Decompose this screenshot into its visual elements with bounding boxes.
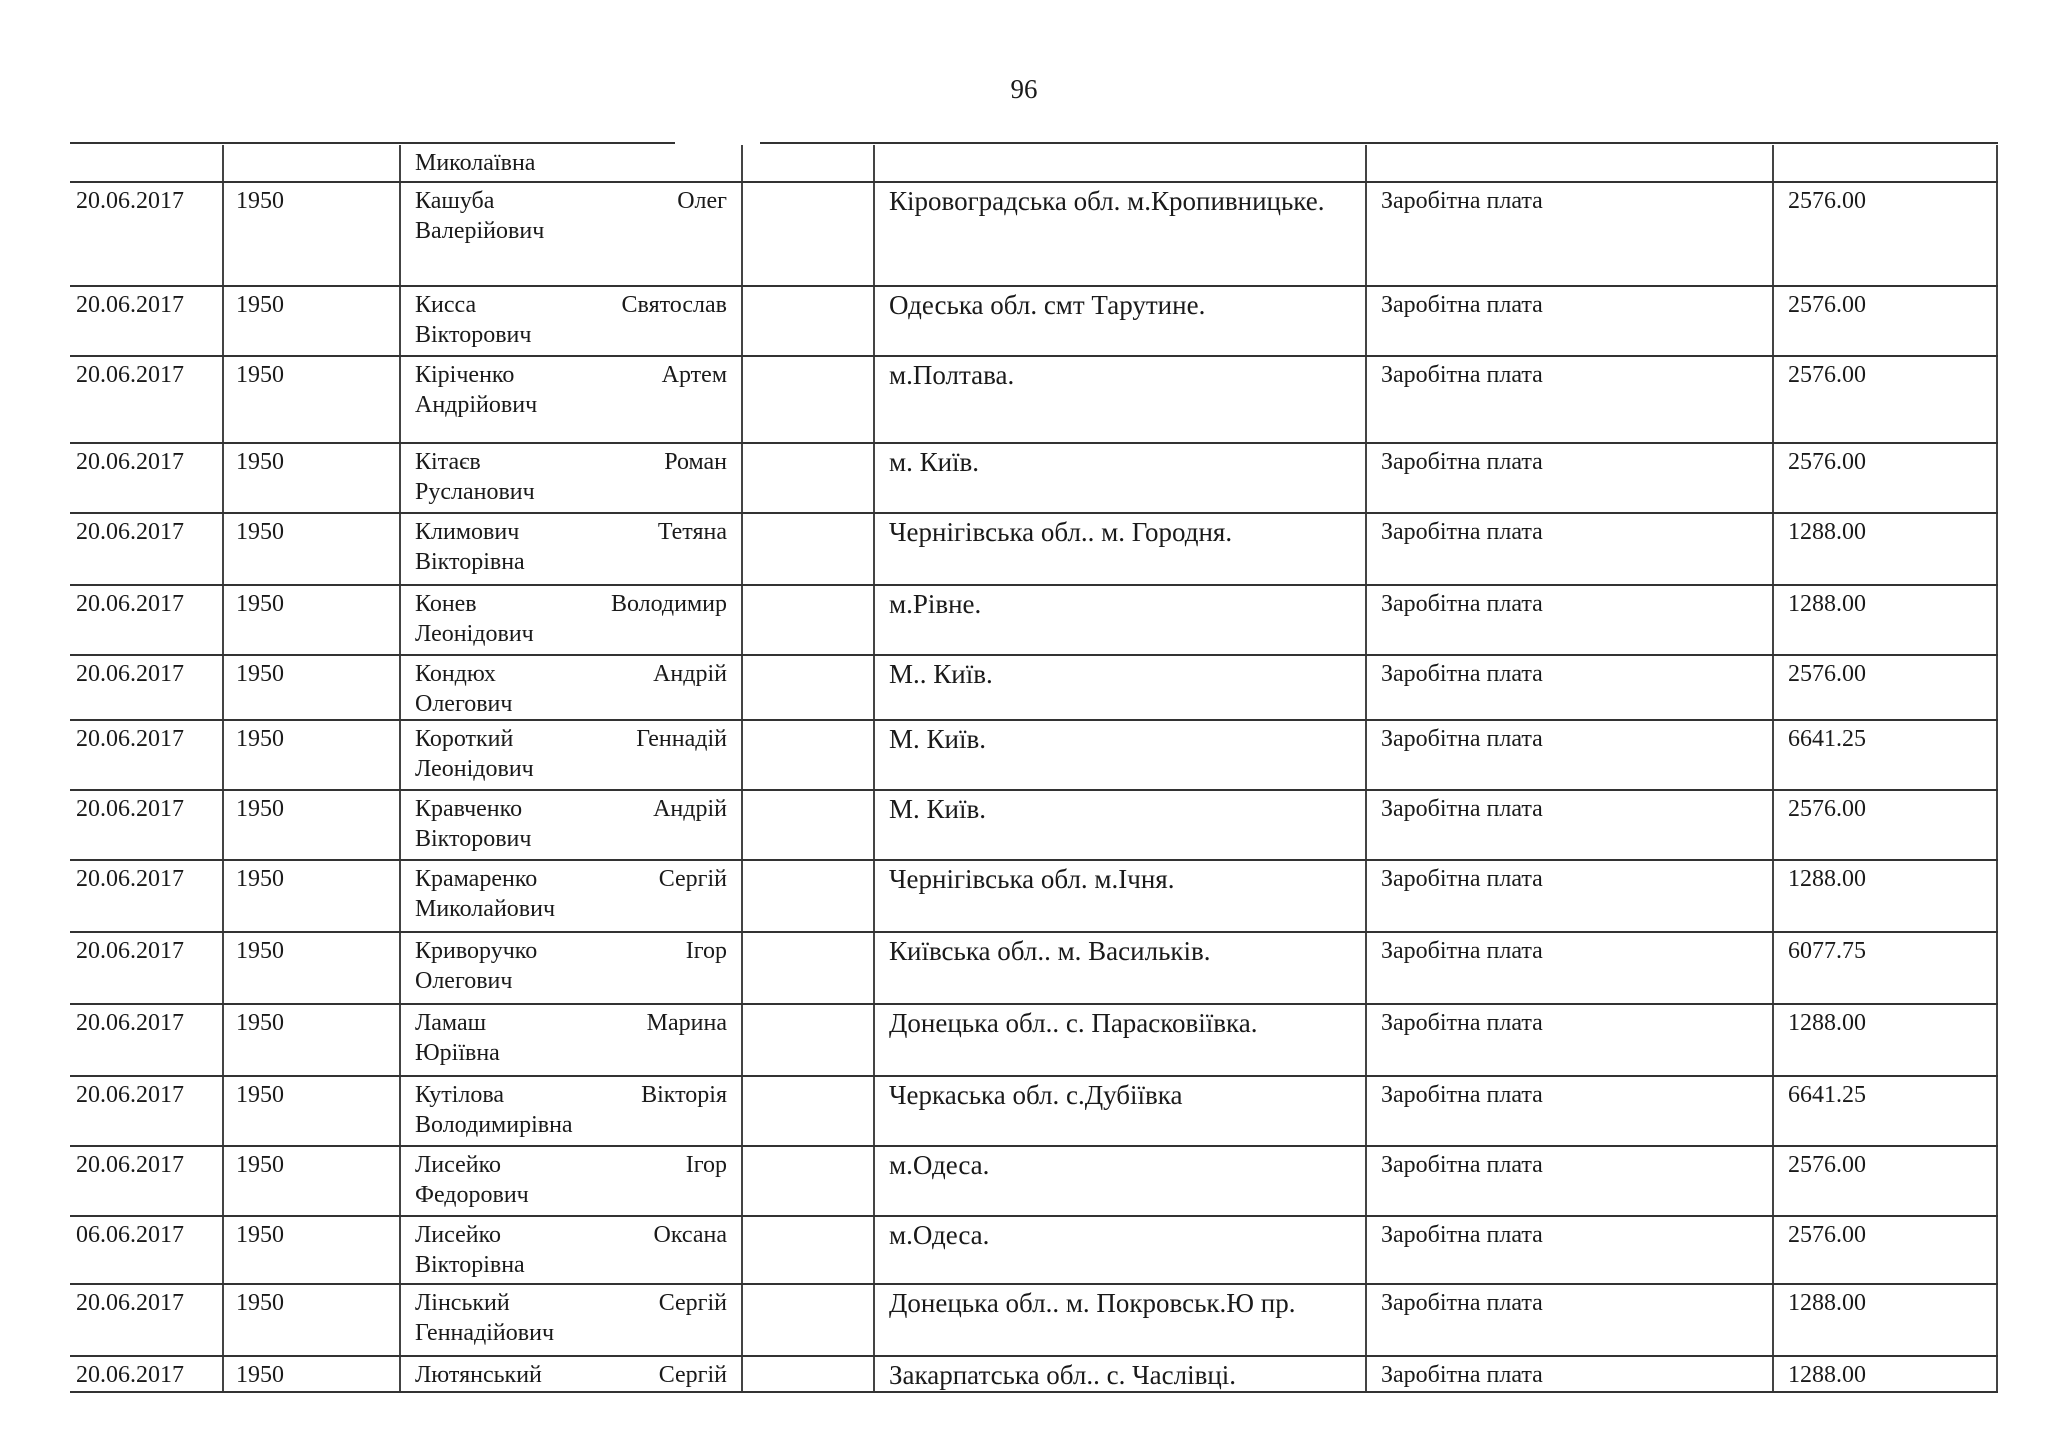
amount-cell: [1772, 656, 1998, 719]
code-cell: [222, 357, 399, 442]
amount-cell: [1772, 145, 1998, 181]
address-text: Чернігівська обл. м.Ічня.: [889, 864, 1175, 894]
table-row: [70, 861, 1998, 933]
name-cell: [399, 656, 743, 719]
address-cell: [873, 791, 1365, 859]
amount-cell: [1772, 1285, 1998, 1355]
code-cell: [222, 183, 399, 285]
amount-text: 1288.00: [1788, 519, 1866, 545]
address-text: Одеська обл. смт Тарутине.: [889, 290, 1206, 320]
date-cell: [70, 656, 222, 719]
patronymic-text: Вікторівна: [415, 1252, 525, 1278]
amount-text: 2576.00: [1788, 796, 1866, 822]
income-type-text: Заробітна плата: [1381, 449, 1543, 475]
surname-text: Лінський: [415, 1290, 510, 1316]
code-text: 1950: [236, 938, 284, 964]
income-table: [70, 145, 1998, 1393]
date-cell: [70, 791, 222, 859]
name-first-line: [415, 1220, 727, 1250]
income-type-cell: [1365, 791, 1772, 859]
surname-text: Климович: [415, 519, 520, 545]
address-text: Донецька обл.. с. Парасковіївка.: [889, 1008, 1258, 1038]
code-text: 1950: [236, 188, 284, 214]
amount-text: 2576.00: [1788, 362, 1866, 388]
income-type-text: Заробітна плата: [1381, 661, 1543, 687]
name-cell: [399, 861, 743, 931]
surname-text: Лисейко: [415, 1222, 502, 1248]
given-name-text: Геннадій: [636, 726, 727, 752]
patronymic-text: Леонідович: [415, 621, 534, 647]
income-type-cell: [1365, 1217, 1772, 1283]
given-name-text: Оксана: [653, 1222, 727, 1248]
surname-text: Лютянський: [415, 1362, 542, 1388]
income-type-text: Заробітна плата: [1381, 1290, 1543, 1316]
code-cell: [222, 145, 399, 181]
date-text: 20.06.2017: [76, 661, 184, 687]
amount-text: 1288.00: [1788, 1010, 1866, 1036]
patronymic-text: Русланович: [415, 479, 535, 505]
income-type-cell: [1365, 861, 1772, 931]
income-type-cell: [1365, 933, 1772, 1003]
amount-cell: [1772, 1357, 1998, 1391]
address-text: Донецька обл.. м. Покровськ.Ю пр.: [889, 1288, 1296, 1318]
name-first-line: [415, 517, 727, 547]
name-first-line: [415, 724, 727, 754]
code-cell: [222, 933, 399, 1003]
surname-text: Кашуба: [415, 188, 495, 214]
table-row: [70, 1005, 1998, 1077]
table-row: [70, 1217, 1998, 1285]
name-first-line: [415, 589, 727, 619]
name-first-line: [415, 290, 727, 320]
name-first-line: [415, 1288, 727, 1318]
address-text: м.Одеса.: [889, 1150, 990, 1180]
name-cell: [399, 791, 743, 859]
income-type-cell: [1365, 586, 1772, 654]
code-cell: [222, 444, 399, 512]
income-type-text: Заробітна плата: [1381, 519, 1543, 545]
table-row: [70, 1285, 1998, 1357]
name-first-line: [415, 1150, 727, 1180]
code-cell: [222, 586, 399, 654]
name-first-line: [415, 186, 727, 216]
patronymic-text: Олегович: [415, 968, 513, 994]
date-text: 20.06.2017: [76, 292, 184, 318]
income-type-text: Заробітна плата: [1381, 362, 1543, 388]
address-cell: [873, 721, 1365, 789]
table-row-continuation: [70, 145, 1998, 183]
patronymic-text: Вікторович: [415, 322, 532, 348]
type-cell: [1365, 145, 1772, 181]
table-row: [70, 721, 1998, 791]
address-text: М.. Київ.: [889, 659, 993, 689]
date-cell: [70, 933, 222, 1003]
amount-text: 2576.00: [1788, 1222, 1866, 1248]
table-row: [70, 933, 1998, 1005]
amount-cell: [1772, 444, 1998, 512]
address-cell: [873, 357, 1365, 442]
address-text: Черкаська обл. с.Дубіївка: [889, 1080, 1183, 1110]
amount-cell: [1772, 861, 1998, 931]
income-type-cell: [1365, 287, 1772, 355]
date-cell: [70, 1005, 222, 1075]
name-first-line: [415, 659, 727, 689]
address-cell: [873, 861, 1365, 931]
address-cell: [873, 1285, 1365, 1355]
given-name-text: Володимир: [610, 591, 727, 617]
amount-cell: [1772, 514, 1998, 584]
amount-text: 2576.00: [1788, 292, 1866, 318]
address-text: м. Київ.: [889, 447, 980, 477]
amount-text: 2576.00: [1788, 1152, 1866, 1178]
address-cell: [873, 514, 1365, 584]
income-type-text: Заробітна плата: [1381, 726, 1543, 752]
given-name-text: Артем: [661, 362, 727, 388]
given-name-text: Сергій: [658, 1290, 727, 1316]
amount-text: 6077.75: [1788, 938, 1866, 964]
date-text: 06.06.2017: [76, 1222, 184, 1248]
date-cell: [70, 1147, 222, 1215]
code-cell: [222, 287, 399, 355]
address-text: м.Рівне.: [889, 589, 982, 619]
name-cell: [399, 586, 743, 654]
address-cell: [873, 656, 1365, 719]
income-type-text: Заробітна плата: [1381, 866, 1543, 892]
code-text: 1950: [236, 1010, 284, 1036]
name-first-line: [415, 794, 727, 824]
date-text: 20.06.2017: [76, 1290, 184, 1316]
code-text: 1950: [236, 362, 284, 388]
date-cell: [70, 287, 222, 355]
page-number: 96: [1010, 74, 1038, 104]
code-text: 1950: [236, 449, 284, 475]
amount-cell: [1772, 586, 1998, 654]
date-cell: [70, 514, 222, 584]
name-cell: [399, 1217, 743, 1283]
code-cell: [222, 1077, 399, 1145]
table-row: [70, 1077, 1998, 1147]
address-text: Київська обл.. м. Васильків.: [889, 936, 1211, 966]
table-row: [70, 1147, 1998, 1217]
patronymic-text: Миколайович: [415, 896, 556, 922]
date-cell: [70, 145, 222, 181]
date-cell: [70, 861, 222, 931]
date-cell: [70, 1217, 222, 1283]
surname-text: Кіріченко: [415, 362, 515, 388]
address-cell: [873, 1077, 1365, 1145]
given-name-text: Вікторія: [641, 1082, 727, 1108]
income-type-cell: [1365, 1077, 1772, 1145]
address-cell: [873, 1217, 1365, 1283]
surname-text: Кондюх: [415, 661, 496, 687]
name-cell: [399, 183, 743, 285]
code-cell: [222, 791, 399, 859]
name-cell: [399, 514, 743, 584]
surname-text: Ламаш: [415, 1010, 487, 1036]
address-text: Закарпатська обл.. с. Часлівці.: [889, 1360, 1237, 1390]
date-cell: [70, 357, 222, 442]
date-text: 20.06.2017: [76, 1082, 184, 1108]
date-text: 20.06.2017: [76, 449, 184, 475]
address-cell: [873, 1005, 1365, 1075]
code-cell: [222, 656, 399, 719]
income-type-text: Заробітна плата: [1381, 938, 1543, 964]
top-rule-right: [760, 142, 1998, 144]
income-type-cell: [1365, 656, 1772, 719]
amount-cell: [1772, 1217, 1998, 1283]
surname-text: Кравченко: [415, 796, 523, 822]
name-cell: [399, 287, 743, 355]
income-type-text: Заробітна плата: [1381, 796, 1543, 822]
surname-text: Крамаренко: [415, 866, 538, 892]
table-row: [70, 656, 1998, 721]
surname-text: Конев: [415, 591, 477, 617]
date-text: 20.06.2017: [76, 362, 184, 388]
income-type-cell: [1365, 444, 1772, 512]
amount-cell: [1772, 287, 1998, 355]
date-cell: [70, 1077, 222, 1145]
income-type-text: Заробітна плата: [1381, 591, 1543, 617]
code-cell: [222, 514, 399, 584]
name-cell: [399, 1077, 743, 1145]
income-type-cell: [1365, 183, 1772, 285]
amount-cell: [1772, 1147, 1998, 1215]
surname-text: Короткий: [415, 726, 514, 752]
patronymic-text: Федорович: [415, 1182, 529, 1208]
top-rule-left: [70, 142, 675, 144]
table-row: [70, 287, 1998, 357]
code-cell: [222, 1285, 399, 1355]
date-text: 20.06.2017: [76, 866, 184, 892]
income-type-cell: [1365, 721, 1772, 789]
patronymic-text: Геннадійович: [415, 1320, 555, 1346]
patronymic-text: Юріївна: [415, 1040, 500, 1066]
date-text: 20.06.2017: [76, 796, 184, 822]
date-cell: [70, 586, 222, 654]
amount-text: 6641.25: [1788, 726, 1866, 752]
amount-text: 1288.00: [1788, 866, 1866, 892]
name-cell: [399, 1357, 743, 1391]
given-name-text: Ігор: [685, 1152, 727, 1178]
code-cell: [222, 721, 399, 789]
amount-cell: [1772, 721, 1998, 789]
code-text: 1950: [236, 796, 284, 822]
date-cell: [70, 721, 222, 789]
address-cell: [873, 444, 1365, 512]
table-row: [70, 183, 1998, 287]
table-row: [70, 514, 1998, 586]
address-text: м.Одеса.: [889, 1220, 990, 1250]
income-type-cell: [1365, 514, 1772, 584]
name-cell: [399, 721, 743, 789]
name-first-line: [415, 864, 727, 894]
given-name-text: Тетяна: [657, 519, 727, 545]
name-cell: [399, 444, 743, 512]
income-type-text: Заробітна плата: [1381, 188, 1543, 214]
code-cell: [222, 1147, 399, 1215]
code-text: 1950: [236, 1290, 284, 1316]
name-first-line: [415, 936, 727, 966]
address-cell: [873, 1147, 1365, 1215]
income-type-text: Заробітна плата: [1381, 292, 1543, 318]
amount-cell: [1772, 1077, 1998, 1145]
amount-text: 2576.00: [1788, 661, 1866, 687]
patronymic-text: Вікторівна: [415, 549, 525, 575]
surname-text: Кітаєв: [415, 449, 481, 475]
table-row: [70, 444, 1998, 514]
name-cell: [399, 933, 743, 1003]
name-cell: [399, 1005, 743, 1075]
code-text: 1950: [236, 1152, 284, 1178]
amount-cell: [1772, 357, 1998, 442]
table-row: [70, 1357, 1998, 1393]
address-cell: [873, 586, 1365, 654]
table-row: [70, 791, 1998, 861]
address-text: Чернігівська обл.. м. Городня.: [889, 517, 1233, 547]
amount-cell: [1772, 1005, 1998, 1075]
income-type-cell: [1365, 1005, 1772, 1075]
address-cell: [873, 287, 1365, 355]
name-cell: [399, 357, 743, 442]
code-cell: [222, 1357, 399, 1391]
name-continuation: Миколаївна: [415, 150, 536, 176]
given-name-text: Роман: [664, 449, 727, 475]
code-text: 1950: [236, 591, 284, 617]
income-type-cell: [1365, 1357, 1772, 1391]
code-cell: [222, 1005, 399, 1075]
given-name-text: Ігор: [685, 938, 727, 964]
amount-cell: [1772, 183, 1998, 285]
date-text: 20.06.2017: [76, 1010, 184, 1036]
table-row: [70, 586, 1998, 656]
given-name-text: Святослав: [621, 292, 727, 318]
date-text: 20.06.2017: [76, 188, 184, 214]
address-cell: [873, 1357, 1365, 1391]
amount-cell: [1772, 933, 1998, 1003]
amount-text: 2576.00: [1788, 449, 1866, 475]
amount-text: 1288.00: [1788, 591, 1866, 617]
name-first-line: [415, 1360, 727, 1390]
code-text: 1950: [236, 726, 284, 752]
code-text: 1950: [236, 519, 284, 545]
address-cell: [873, 183, 1365, 285]
name-first-line: [415, 360, 727, 390]
date-cell: [70, 444, 222, 512]
amount-text: 6641.25: [1788, 1082, 1866, 1108]
income-type-text: Заробітна плата: [1381, 1082, 1543, 1108]
code-text: 1950: [236, 1082, 284, 1108]
date-cell: [70, 183, 222, 285]
date-text: 20.06.2017: [76, 726, 184, 752]
code-text: 1950: [236, 292, 284, 318]
surname-text: Лисейко: [415, 1152, 502, 1178]
given-name-text: Олег: [677, 188, 727, 214]
income-type-text: Заробітна плата: [1381, 1152, 1543, 1178]
code-cell: [222, 861, 399, 931]
code-text: 1950: [236, 866, 284, 892]
surname-text: Кисса: [415, 292, 477, 318]
given-name-text: Андрій: [653, 661, 727, 687]
name-first-line: [415, 447, 727, 477]
address-text: Кіровоградська обл. м.Кропивницьке.: [889, 186, 1325, 216]
date-text: 20.06.2017: [76, 1152, 184, 1178]
surname-text: Криворучко: [415, 938, 538, 964]
amount-text: 1288.00: [1788, 1290, 1866, 1316]
date-text: 20.06.2017: [76, 591, 184, 617]
income-type-text: Заробітна плата: [1381, 1362, 1543, 1388]
amount-cell: [1772, 791, 1998, 859]
date-cell: [70, 1357, 222, 1391]
date-text: 20.06.2017: [76, 519, 184, 545]
date-cell: [70, 1285, 222, 1355]
patronymic-text: Андрійович: [415, 392, 538, 418]
code-cell: [222, 1217, 399, 1283]
date-text: 20.06.2017: [76, 1362, 184, 1388]
patronymic-text: Олегович: [415, 691, 513, 717]
patronymic-text: Леонідович: [415, 756, 534, 782]
income-type-cell: [1365, 1147, 1772, 1215]
income-type-cell: [1365, 357, 1772, 442]
amount-text: 2576.00: [1788, 188, 1866, 214]
name-cell: [399, 145, 743, 181]
patronymic-text: Вікторович: [415, 826, 532, 852]
address-text: М. Київ.: [889, 794, 986, 824]
name-cell: [399, 1147, 743, 1215]
patronymic-text: Володимирівна: [415, 1112, 573, 1138]
given-name-text: Сергій: [658, 1362, 727, 1388]
income-type-text: Заробітна плата: [1381, 1222, 1543, 1248]
code-text: 1950: [236, 1222, 284, 1248]
given-name-text: Марина: [646, 1010, 727, 1036]
address-text: м.Полтава.: [889, 360, 1015, 390]
name-cell: [399, 1285, 743, 1355]
income-type-text: Заробітна плата: [1381, 1010, 1543, 1036]
address-cell: [873, 933, 1365, 1003]
surname-text: Кутілова: [415, 1082, 505, 1108]
code-text: 1950: [236, 661, 284, 687]
code-text: 1950: [236, 1362, 284, 1388]
address-text: М. Київ.: [889, 724, 986, 754]
patronymic-text: Валерійович: [415, 218, 545, 244]
name-first-line: [415, 1080, 727, 1110]
address-cell: [873, 145, 1365, 181]
given-name-text: Андрій: [653, 796, 727, 822]
income-type-cell: [1365, 1285, 1772, 1355]
date-text: 20.06.2017: [76, 938, 184, 964]
amount-text: 1288.00: [1788, 1362, 1866, 1388]
table-row: [70, 357, 1998, 444]
name-first-line: [415, 1008, 727, 1038]
given-name-text: Сергій: [658, 866, 727, 892]
